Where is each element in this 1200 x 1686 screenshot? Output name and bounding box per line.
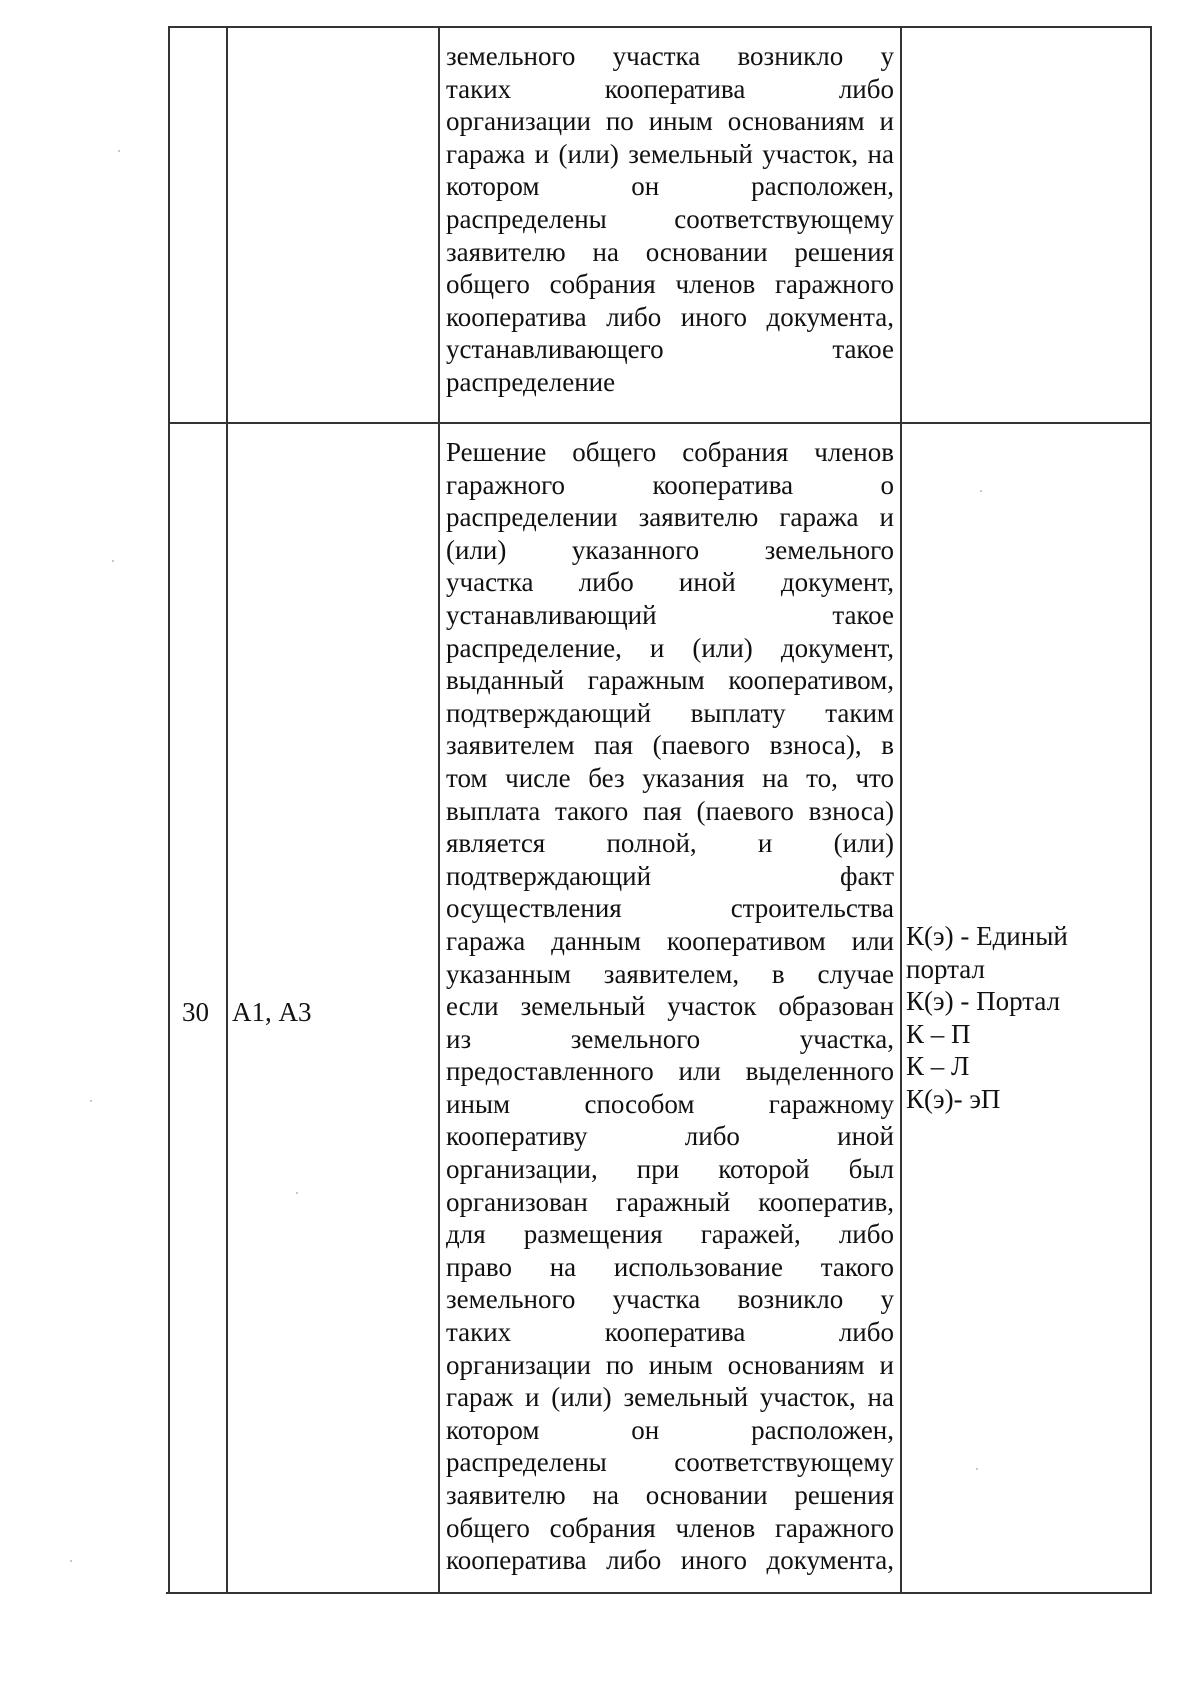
text-line: участка либо иной документ, — [446, 567, 894, 598]
method-line: К(э) - Портал — [906, 986, 1061, 1017]
table-top-border — [168, 26, 1152, 28]
row-number: 30 — [182, 997, 209, 1027]
text-line: иным способом гаражному — [446, 1088, 894, 1119]
table-bottom-border — [166, 1592, 1152, 1594]
table-right-border — [1150, 26, 1152, 1594]
text-line: выданный гаражным кооперативом, — [446, 665, 894, 696]
text-line: является полной, и (или) — [446, 828, 894, 859]
method-line: К(э) - Единый — [906, 921, 1068, 951]
text-line: предоставленного или выделенного — [446, 1056, 894, 1087]
text-line: выплата такого пая (паевого взноса) — [446, 795, 894, 826]
text-line: (или) указанного земельного — [446, 534, 894, 565]
scan-speck — [118, 150, 120, 152]
text-line: если земельный участок образован — [446, 991, 894, 1022]
scan-speck — [112, 560, 114, 562]
text-line: гаража и (или) земельный участок, на — [446, 138, 894, 169]
text-line: земельного участка возникло у — [446, 41, 894, 71]
top-row-description — [446, 40, 894, 399]
text-line: организации по иным основаниям и — [446, 1349, 894, 1380]
scan-speck — [90, 1100, 92, 1102]
text-line: земельного участка возникло у — [446, 1284, 894, 1315]
text-line: кооператива либо иного документа, — [446, 301, 894, 332]
text-line: указанным заявителем, в случае — [446, 958, 894, 989]
text-line: подтверждающий выплату таким — [446, 697, 894, 728]
text-line: гаража данным кооперативом или — [446, 925, 894, 956]
column-divider-2 — [438, 26, 440, 1594]
text-line: из земельного участка, — [446, 1023, 894, 1054]
scan-speck — [976, 1468, 978, 1470]
row-30-methods — [906, 920, 1146, 1116]
text-line: заявителю на основании решения — [446, 1480, 894, 1510]
text-line: право на использование такого — [446, 1251, 894, 1282]
text-line: распределены соответствующему — [446, 1447, 894, 1478]
text-line: гараж и (или) земельный участок, на — [446, 1382, 894, 1413]
text-line: кооперативу либо иной — [446, 1121, 894, 1152]
text-line: заявителем пая (паевого взноса), в — [446, 730, 894, 761]
text-line: таких кооператива либо — [446, 73, 894, 104]
scan-speck — [70, 1560, 72, 1562]
row-divider — [168, 422, 1152, 424]
scan-speck — [980, 490, 982, 492]
text-line: таких кооператива либо — [446, 1317, 894, 1348]
text-line: осуществления строительства — [446, 893, 894, 924]
text-line: распределении заявителю гаража и — [446, 502, 894, 533]
method-line: портал — [906, 953, 985, 984]
text-line: котором он расположен, — [446, 171, 894, 202]
text-line: подтверждающий факт — [446, 860, 894, 891]
text-line: устанавливающего такое — [446, 334, 894, 365]
table-left-border — [168, 26, 170, 1594]
text-line: организации, при которой был — [446, 1154, 894, 1185]
scan-speck — [296, 1192, 298, 1194]
row-codes: А1, А3 — [232, 997, 312, 1027]
text-line: распределены соответствующему — [446, 203, 894, 234]
method-line: К – Л — [906, 1051, 970, 1082]
text-line: общего собрания членов гаражного — [446, 1512, 894, 1543]
method-line: К(э)- эП — [906, 1083, 1001, 1114]
column-divider-1 — [226, 26, 228, 1594]
text-line: организован гаражный кооператив, — [446, 1186, 894, 1217]
text-line: том числе без указания на то, что — [446, 762, 894, 793]
text-line: распределение, и (или) документ, — [446, 632, 894, 663]
text-line: организации по иным основаниям и — [446, 106, 894, 137]
text-line: гаражного кооператива о — [446, 469, 894, 500]
text-line: устанавливающий такое — [446, 599, 894, 630]
text-line: котором он расположен, — [446, 1414, 894, 1445]
text-line: Решение общего собрания членов — [446, 437, 894, 467]
text-line: для размещения гаражей, либо — [446, 1219, 894, 1250]
text-line: распределение — [446, 366, 616, 397]
text-line: общего собрания членов гаражного — [446, 269, 894, 300]
method-line: К – П — [906, 1018, 971, 1049]
column-divider-3 — [900, 26, 902, 1594]
text-line: кооператива либо иного документа, — [446, 1545, 894, 1576]
text-line: заявителю на основании решения — [446, 236, 894, 267]
row-30-description — [446, 436, 894, 1577]
